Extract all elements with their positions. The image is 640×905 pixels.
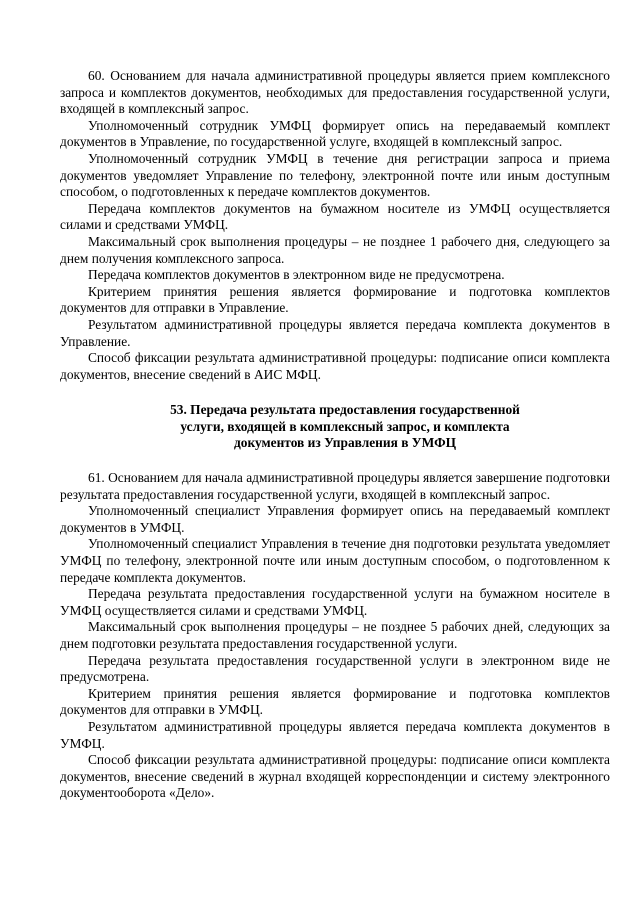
document-page <box>60 68 610 802</box>
heading-line-3: документов из Управления в УМФЦ <box>234 435 456 451</box>
section-heading <box>60 402 610 452</box>
section-60 <box>60 68 610 383</box>
paragraph-max-term: Максимальный срок выполнения процедуры – не позднее 5 рабочих дней, следующих за днем подготовки результата предоставления государственной услуги. <box>60 619 610 651</box>
heading-line-2: услуги, входящей в комплексный запрос, и комплекта <box>180 418 510 434</box>
paragraph-result: Результатом административной процедуры является передача комплекта документов в УМФЦ. <box>60 718 610 751</box>
paragraph-paper-transfer: Передача комплектов документов на бумажном носителе из УМФЦ осуществляется силами и средствами УМФЦ. <box>60 200 610 233</box>
section-61 <box>60 470 610 802</box>
paragraph-electronic: Передача результата предоставления государственной услуги в электронном виде не предусмотрена. <box>60 652 610 685</box>
paragraph-electronic: Передача комплектов документов в электронном виде не предусмотрена. <box>88 267 505 283</box>
paragraph-inventory: Уполномоченный специалист Управления формирует опись на передаваемый комплект документов в УМФЦ. <box>60 503 610 535</box>
paragraph-criterion: Критерием принятия решения является формирование и подготовка комплектов документов для отправки в УМФЦ. <box>60 685 610 718</box>
paragraph-paper-transfer: Передача результата предоставления государственной услуги на бумажном носителе в УМФЦ осуществляется силами и средствами УМФЦ. <box>60 586 610 618</box>
paragraph-notification: Уполномоченный сотрудник УМФЦ в течение дня регистрации запроса и приема документов уведомляет Управление по телефону, электронной почте или иным доступным способом, о подготовленных к передаче комплектов документов. <box>60 150 610 200</box>
paragraph-max-term: Максимальный срок выполнения процедуры – не позднее 1 рабочего дня, следующего за днем получения комплексного запроса. <box>60 233 610 266</box>
paragraph-notification: Уполномоченный специалист Управления в течение дня подготовки результата уведомляет УМФЦ по телефону, электронной почте или иным доступным способом, о подготовленном к передаче комплекта документов. <box>60 536 610 585</box>
paragraph-inventory: Уполномоченный сотрудник УМФЦ формирует опись на передаваемый комплект документов в Управление, по государственной услуге, входящей в комплексный запрос. <box>60 117 610 150</box>
heading-line-1: 53. Передача результата предоставления государственной <box>170 402 520 418</box>
paragraph-result: Результатом административной процедуры является передача комплекта документов в Управление. <box>60 316 610 349</box>
paragraph-fixation: Способ фиксации результата административной процедуры: подписание описи комплекта документов, внесение сведений в журнал входящей корреспонденции и систему электронного документооборота «Дело». <box>60 752 610 801</box>
paragraph-61-basis: 61. Основанием для начала административной процедуры является завершение подготовки результата предоставления государственной услуги, входящей в комплексный запрос. <box>60 470 610 502</box>
paragraph-60-basis: 60. Основанием для начала административной процедуры является прием комплексного запроса и комплектов документов, необходимых для предоставления государственной услуги, входящей в комплексный запрос. <box>60 68 610 117</box>
paragraph-fixation: Способ фиксации результата административной процедуры: подписание описи комплекта документов, внесение сведений в АИС МФЦ. <box>60 350 610 382</box>
paragraph-criterion: Критерием принятия решения является формирование и подготовка комплектов документов для отправки в Управление. <box>60 283 610 316</box>
